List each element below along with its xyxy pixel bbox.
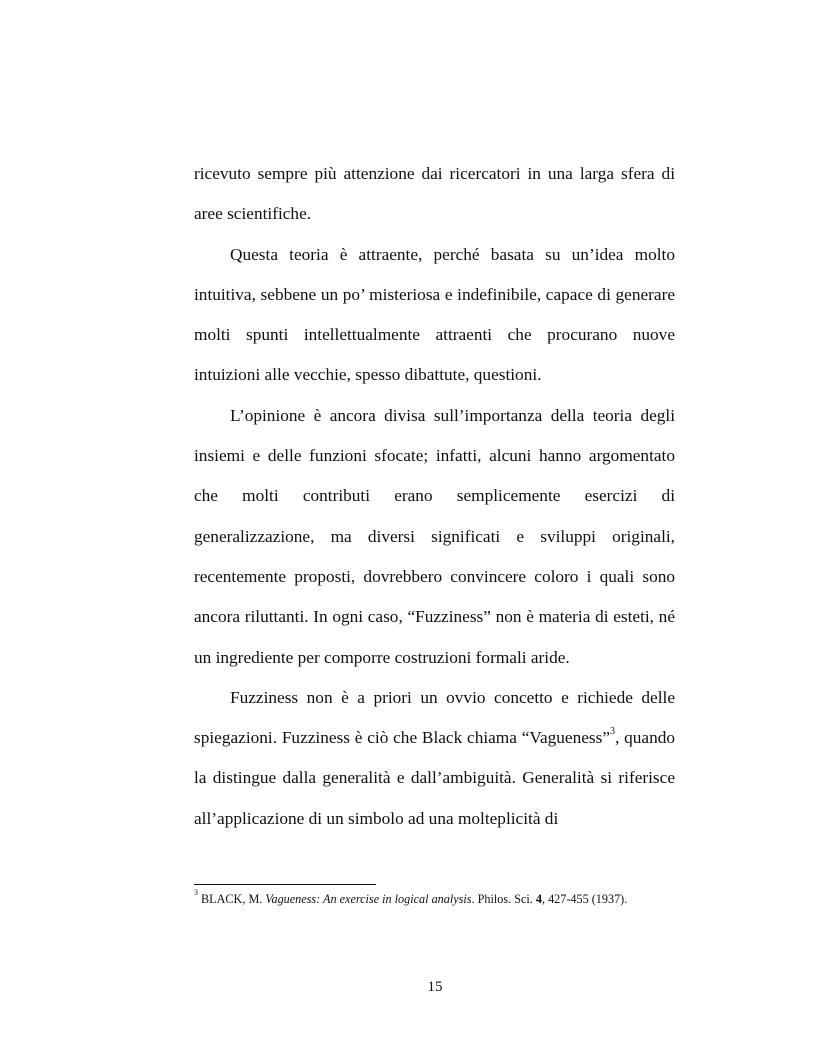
footnote-reference[interactable]: 3 (610, 726, 615, 738)
paragraph-text-before-ref: Fuzziness non è a priori un ovvio concetto e richiede delle spiegazioni. Fuzziness è ciò che Black chiama “Vagueness” (194, 687, 675, 748)
footnote-divider (194, 884, 376, 885)
footnote (194, 887, 694, 907)
paragraph-fuzziness-definition (194, 678, 675, 839)
body-text (194, 154, 675, 839)
footnote-title: Vagueness: An exercise in logical analysis (265, 892, 472, 906)
footnote-author: BLACK, M. (198, 892, 266, 906)
paragraph-continued: ricevuto sempre più attenzione dai ricercatori in una larga sfera di aree scientifiche. (194, 164, 675, 224)
paragraph-theory-appeal: Questa teoria è attraente, perché basata su un’idea molto intuitiva, sebbene un po’ misteriosa e indefinibile, capace di generare molti spunti intellettualmente attraenti che procurano nuove intuizioni alle vecchie, spesso dibattute, questioni. (194, 244, 675, 385)
paragraph-text-after-ref: , quando la distingue dalla generalità e dall’ambiguità. Generalità si riferisce all’applicazione di un simbolo ad una molteplicità di (194, 728, 675, 828)
footnote-pages-year: , 427-455 (1937). (541, 892, 628, 906)
footnote-journal: . Philos. Sci. (471, 892, 536, 906)
footnote-number: 3 (194, 887, 198, 897)
paragraph-opinion-divided: L’opinione è ancora divisa sull’importanza della teoria degli insiemi e delle funzioni sfocate; infatti, alcuni hanno argomentato che molti contributi erano semplicemente esercizi di generalizzazione, ma diversi significati e sviluppi originali, recentemente proposti, dovrebbero convincere coloro i quali sono ancora riluttanti. In ogni caso, “Fuzziness” non è materia di esteti, né un ingrediente per comporre costruzioni formali aride. (194, 405, 675, 667)
footnote-volume: 4 (535, 892, 542, 906)
page-number: 15 (427, 979, 443, 995)
